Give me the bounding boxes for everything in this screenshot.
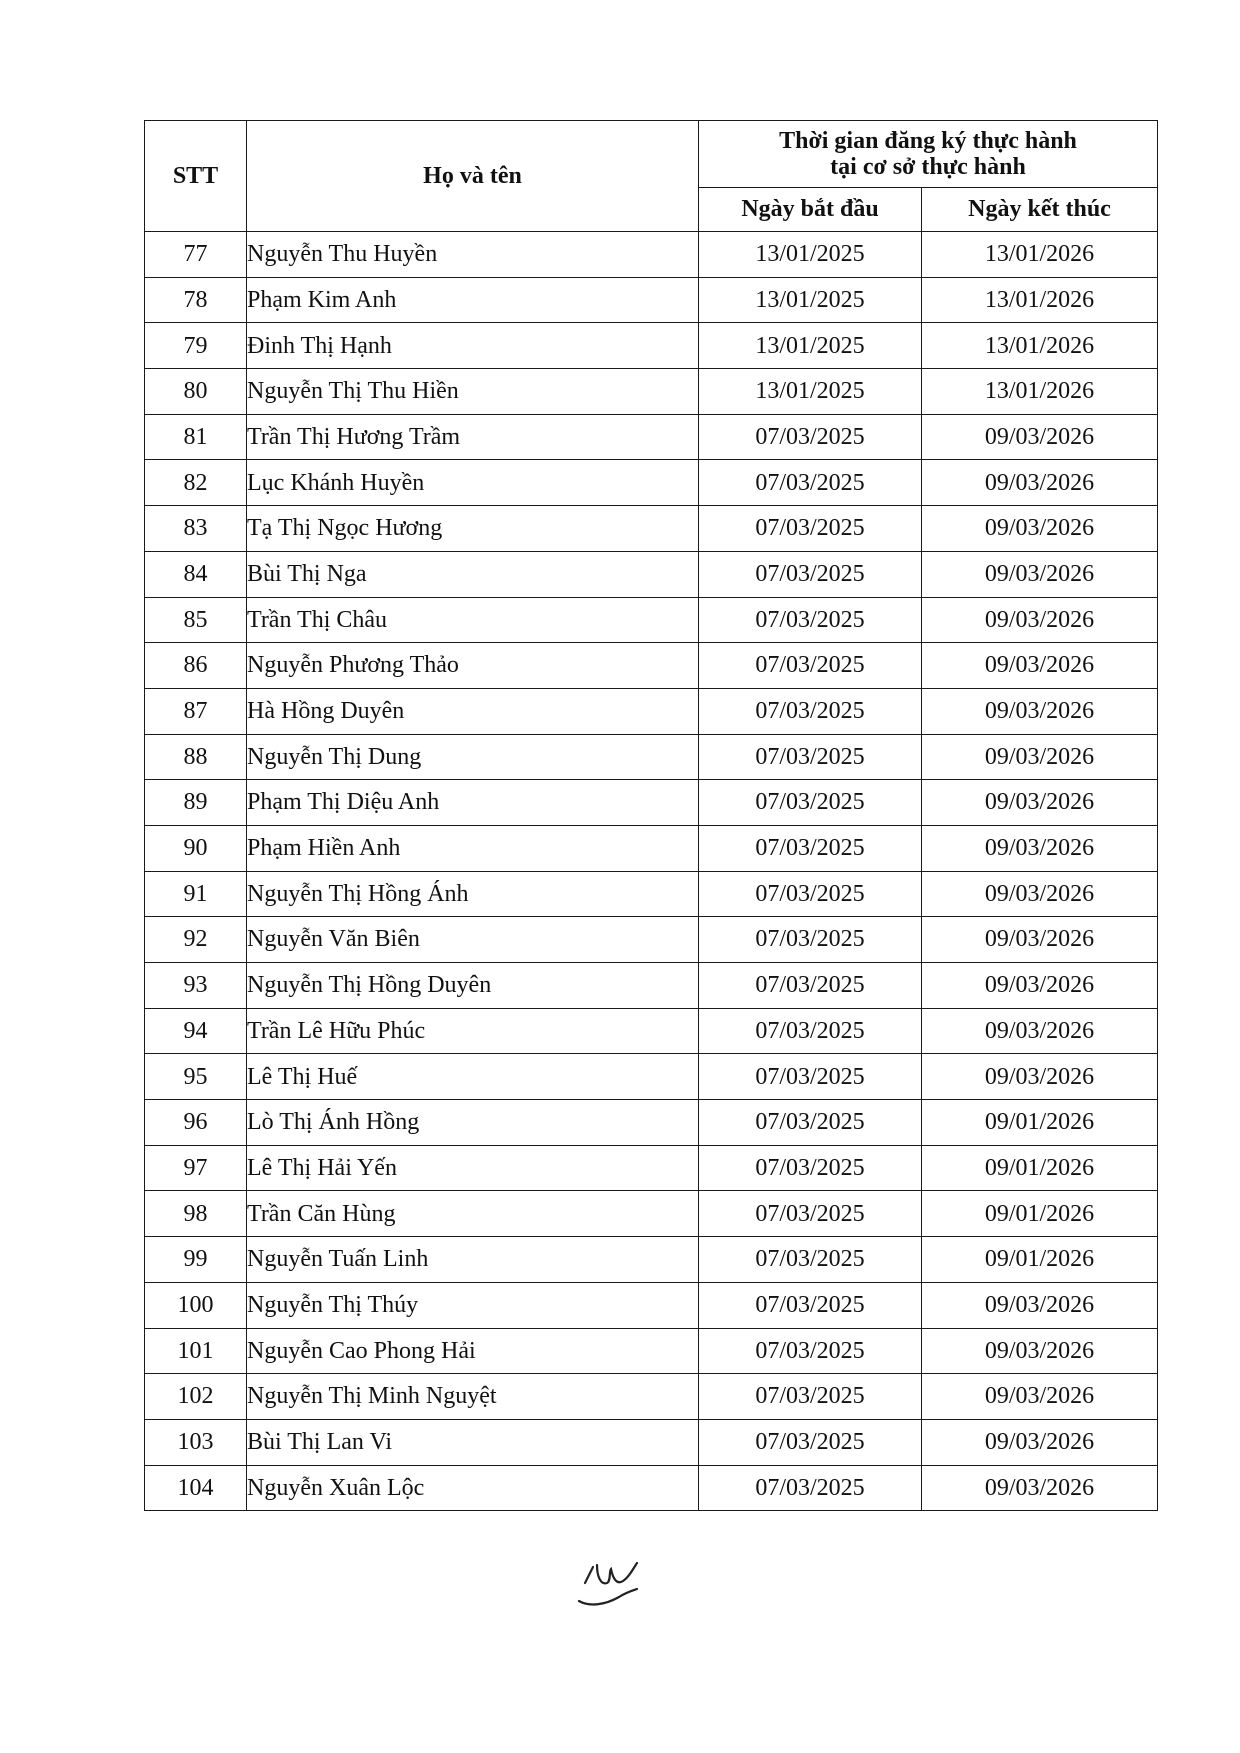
- row-start-date: 07/03/2025: [699, 1374, 922, 1420]
- row-start-date: 07/03/2025: [699, 551, 922, 597]
- row-name: Tạ Thị Ngọc Hương: [247, 506, 699, 552]
- table-row: [145, 1465, 1158, 1511]
- row-number: 91: [145, 871, 247, 917]
- table-row: [145, 232, 1158, 278]
- table-row: [145, 1008, 1158, 1054]
- row-number: 94: [145, 1008, 247, 1054]
- row-end-date: 09/03/2026: [922, 688, 1158, 734]
- table-row: [145, 597, 1158, 643]
- row-number: 102: [145, 1374, 247, 1420]
- table-row: [145, 1145, 1158, 1191]
- header-name: Họ và tên: [247, 121, 699, 232]
- row-number: 98: [145, 1191, 247, 1237]
- row-start-date: 07/03/2025: [699, 1008, 922, 1054]
- row-name: Đinh Thị Hạnh: [247, 323, 699, 369]
- table-row: [145, 414, 1158, 460]
- row-name: Nguyễn Thị Hồng Ánh: [247, 871, 699, 917]
- row-name: Nguyễn Thị Dung: [247, 734, 699, 780]
- row-end-date: 09/03/2026: [922, 1419, 1158, 1465]
- row-end-date: 13/01/2026: [922, 323, 1158, 369]
- row-start-date: 07/03/2025: [699, 1054, 922, 1100]
- row-name: Phạm Kim Anh: [247, 277, 699, 323]
- table-row: [145, 825, 1158, 871]
- row-name: Nguyễn Cao Phong Hải: [247, 1328, 699, 1374]
- row-number: 90: [145, 825, 247, 871]
- header-start-date: Ngày bắt đầu: [699, 188, 922, 232]
- row-name: Trần Lê Hữu Phúc: [247, 1008, 699, 1054]
- table-header: [145, 121, 1158, 232]
- row-end-date: 09/01/2026: [922, 1191, 1158, 1237]
- row-start-date: 07/03/2025: [699, 780, 922, 826]
- row-name: Lê Thị Huế: [247, 1054, 699, 1100]
- row-name: Nguyễn Thu Huyền: [247, 232, 699, 278]
- row-number: 84: [145, 551, 247, 597]
- table-row: [145, 688, 1158, 734]
- row-start-date: 07/03/2025: [699, 643, 922, 689]
- table-row: [145, 1282, 1158, 1328]
- row-name: Nguyễn Thị Hồng Duyên: [247, 963, 699, 1009]
- table-row: [145, 323, 1158, 369]
- table-row: [145, 917, 1158, 963]
- table-row: [145, 506, 1158, 552]
- row-number: 80: [145, 369, 247, 415]
- row-start-date: 07/03/2025: [699, 506, 922, 552]
- row-start-date: 07/03/2025: [699, 871, 922, 917]
- registration-table: [144, 120, 1158, 1511]
- row-number: 101: [145, 1328, 247, 1374]
- row-number: 103: [145, 1419, 247, 1465]
- row-start-date: 07/03/2025: [699, 1237, 922, 1283]
- row-number: 93: [145, 963, 247, 1009]
- row-end-date: 09/03/2026: [922, 643, 1158, 689]
- row-end-date: 09/03/2026: [922, 551, 1158, 597]
- header-end-date: Ngày kết thúc: [922, 188, 1158, 232]
- row-start-date: 07/03/2025: [699, 1419, 922, 1465]
- row-end-date: 09/03/2026: [922, 917, 1158, 963]
- table-row: [145, 1237, 1158, 1283]
- row-end-date: 13/01/2026: [922, 232, 1158, 278]
- row-start-date: 07/03/2025: [699, 688, 922, 734]
- row-name: Lò Thị Ánh Hồng: [247, 1100, 699, 1146]
- row-end-date: 09/03/2026: [922, 1328, 1158, 1374]
- table-body: [145, 232, 1158, 1511]
- row-number: 85: [145, 597, 247, 643]
- row-end-date: 09/03/2026: [922, 597, 1158, 643]
- row-name: Bùi Thị Nga: [247, 551, 699, 597]
- row-name: Lục Khánh Huyền: [247, 460, 699, 506]
- row-start-date: 07/03/2025: [699, 1191, 922, 1237]
- row-number: 83: [145, 506, 247, 552]
- row-name: Trần Thị Châu: [247, 597, 699, 643]
- row-end-date: 09/03/2026: [922, 1054, 1158, 1100]
- header-period: [699, 121, 1158, 188]
- row-start-date: 07/03/2025: [699, 1328, 922, 1374]
- row-end-date: 09/01/2026: [922, 1237, 1158, 1283]
- table-row: [145, 1191, 1158, 1237]
- row-number: 95: [145, 1054, 247, 1100]
- row-end-date: 09/01/2026: [922, 1145, 1158, 1191]
- row-end-date: 13/01/2026: [922, 369, 1158, 415]
- row-end-date: 13/01/2026: [922, 277, 1158, 323]
- row-end-date: 09/03/2026: [922, 1282, 1158, 1328]
- row-name: Lê Thị Hải Yến: [247, 1145, 699, 1191]
- header-stt: STT: [145, 121, 247, 232]
- row-number: 88: [145, 734, 247, 780]
- row-number: 96: [145, 1100, 247, 1146]
- row-number: 77: [145, 232, 247, 278]
- table-row: [145, 871, 1158, 917]
- table-row: [145, 369, 1158, 415]
- row-number: 104: [145, 1465, 247, 1511]
- row-name: Nguyễn Thị Thúy: [247, 1282, 699, 1328]
- row-number: 81: [145, 414, 247, 460]
- row-name: Bùi Thị Lan Vi: [247, 1419, 699, 1465]
- row-name: Nguyễn Phương Thảo: [247, 643, 699, 689]
- header-period-line2: tại cơ sở thực hành: [830, 154, 1026, 180]
- row-end-date: 09/03/2026: [922, 1374, 1158, 1420]
- row-end-date: 09/03/2026: [922, 963, 1158, 1009]
- row-number: 99: [145, 1237, 247, 1283]
- row-end-date: 09/03/2026: [922, 734, 1158, 780]
- row-name: Nguyễn Xuân Lộc: [247, 1465, 699, 1511]
- table-row: [145, 1328, 1158, 1374]
- table-row: [145, 1054, 1158, 1100]
- table-row: [145, 460, 1158, 506]
- row-start-date: 07/03/2025: [699, 460, 922, 506]
- row-start-date: 07/03/2025: [699, 963, 922, 1009]
- row-number: 97: [145, 1145, 247, 1191]
- row-start-date: 07/03/2025: [699, 597, 922, 643]
- row-number: 79: [145, 323, 247, 369]
- row-end-date: 09/03/2026: [922, 871, 1158, 917]
- row-start-date: 13/01/2025: [699, 232, 922, 278]
- row-name: Hà Hồng Duyên: [247, 688, 699, 734]
- signature-initials-icon: [575, 1555, 645, 1615]
- row-end-date: 09/03/2026: [922, 414, 1158, 460]
- row-start-date: 07/03/2025: [699, 1100, 922, 1146]
- row-end-date: 09/03/2026: [922, 780, 1158, 826]
- row-end-date: 09/03/2026: [922, 825, 1158, 871]
- row-start-date: 07/03/2025: [699, 1465, 922, 1511]
- row-end-date: 09/03/2026: [922, 506, 1158, 552]
- row-start-date: 07/03/2025: [699, 1282, 922, 1328]
- table-row: [145, 551, 1158, 597]
- row-name: Phạm Thị Diệu Anh: [247, 780, 699, 826]
- row-end-date: 09/03/2026: [922, 1465, 1158, 1511]
- row-name: Nguyễn Thị Minh Nguyệt: [247, 1374, 699, 1420]
- table-row: [145, 1100, 1158, 1146]
- row-number: 78: [145, 277, 247, 323]
- row-number: 100: [145, 1282, 247, 1328]
- row-number: 82: [145, 460, 247, 506]
- row-end-date: 09/01/2026: [922, 1100, 1158, 1146]
- row-name: Phạm Hiền Anh: [247, 825, 699, 871]
- table-row: [145, 1419, 1158, 1465]
- header-period-line1: Thời gian đăng ký thực hành: [779, 127, 1077, 154]
- row-number: 86: [145, 643, 247, 689]
- table-row: [145, 277, 1158, 323]
- row-name: Nguyễn Tuấn Linh: [247, 1237, 699, 1283]
- table-row: [145, 734, 1158, 780]
- row-start-date: 13/01/2025: [699, 323, 922, 369]
- row-name: Nguyễn Văn Biên: [247, 917, 699, 963]
- row-start-date: 07/03/2025: [699, 825, 922, 871]
- table-row: [145, 963, 1158, 1009]
- row-start-date: 07/03/2025: [699, 734, 922, 780]
- row-end-date: 09/03/2026: [922, 460, 1158, 506]
- row-number: 87: [145, 688, 247, 734]
- row-name: Nguyễn Thị Thu Hiền: [247, 369, 699, 415]
- row-start-date: 07/03/2025: [699, 917, 922, 963]
- row-start-date: 07/03/2025: [699, 414, 922, 460]
- row-name: Trần Thị Hương Trầm: [247, 414, 699, 460]
- table-row: [145, 643, 1158, 689]
- row-start-date: 13/01/2025: [699, 369, 922, 415]
- row-name: Trần Căn Hùng: [247, 1191, 699, 1237]
- row-start-date: 07/03/2025: [699, 1145, 922, 1191]
- row-number: 92: [145, 917, 247, 963]
- row-number: 89: [145, 780, 247, 826]
- table-row: [145, 1374, 1158, 1420]
- row-start-date: 13/01/2025: [699, 277, 922, 323]
- table-row: [145, 780, 1158, 826]
- row-end-date: 09/03/2026: [922, 1008, 1158, 1054]
